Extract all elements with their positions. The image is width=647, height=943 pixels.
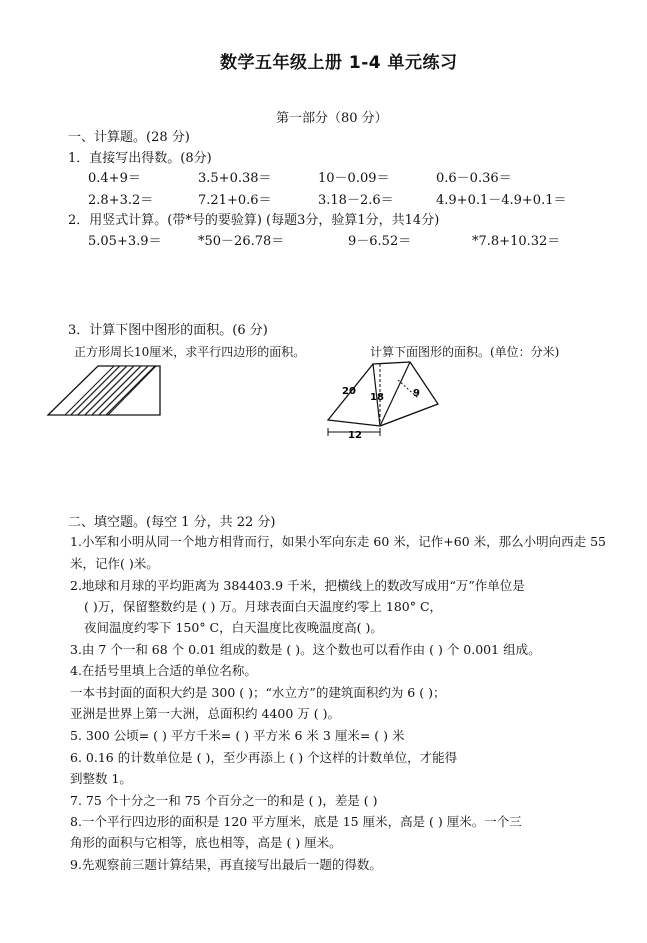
q2-item: 5.05+3.9＝ [88, 234, 162, 249]
parallelogram-figure [40, 360, 170, 420]
fill-line: 3.由 7 个一和 68 个 0.01 组成的数是 ( )。这个数也可以看作由 ( ) 个 0.001 组成。 [70, 642, 541, 657]
fill-line: 6. 0.16 的计数单位是 ( )，至少再添上 ( ) 个这样的计数单位，才能得 [70, 750, 458, 765]
q1-item: 2.8+3.2＝ [88, 193, 154, 208]
q1-item: 10－0.09＝ [318, 171, 390, 186]
q1-item: 0.4+9＝ [88, 171, 141, 186]
fill-line: 9.先观察前三题计算结果，再直接写出最后一题的得数。 [70, 857, 382, 872]
fill-line: 角形的面积与它相等，底也相等，高是 ( ) 厘米。 [70, 835, 342, 850]
q2-item: *50－26.78＝ [198, 234, 285, 249]
section1-heading: 一、计算题。(28 分) [68, 130, 190, 145]
fill-line: 7. 75 个十分之一和 75 个百分之一的和是 ( )，差是 ( ) [70, 793, 378, 808]
part-heading: 第一部分（80 分） [276, 111, 388, 126]
dim-label: 9 [413, 388, 420, 399]
fill-line: 米，记作( )米。 [70, 556, 159, 571]
q1-item: 3.5+0.38＝ [198, 171, 272, 186]
fill-line: 一本书封面的面积大约是 300 ( )；“水立方”的建筑面积约为 6 ( )； [70, 685, 446, 700]
hatched-square [65, 366, 156, 415]
fill-line: 到整数 1。 [70, 771, 132, 786]
section2-heading: 二、填空题。(每空 1 分，共 22 分) [68, 515, 276, 530]
q1-item: 7.21+0.6＝ [198, 193, 272, 208]
fill-line: 夜间温度约零下 150° C，白天温度比夜晚温度高( )。 [84, 620, 383, 635]
trapezoid-figure [318, 358, 443, 440]
fill-line: ( )万，保留整数约是 ( ) 万。月球表面白天温度约零上 180° C， [84, 599, 443, 614]
q2-label: 2．用竖式计算。(带*号的要验算) (每题3分，验算1分，共14分) [68, 213, 440, 228]
q2-item: 9－6.52＝ [348, 234, 412, 249]
fill-line: 2.地球和月球的平均距离为 384403.9 千米，把横线上的数改写成用“万”作单位是 [70, 578, 525, 593]
q2-item: *7.8+10.32＝ [472, 234, 561, 249]
q1-label: 1．直接写出得数。(8分) [68, 151, 212, 166]
fill-line: 亚洲是世界上第一大洲，总面积约 4400 万 ( )。 [70, 706, 340, 721]
dim-label: 18 [370, 392, 384, 403]
q1-item: 4.9+0.1－4.9+0.1＝ [436, 193, 567, 208]
fill-line: 8.一个平行四边形的面积是 120 平方厘米，底是 15 厘米，高是 ( ) 厘米。一个三 [70, 814, 522, 829]
fill-line: 1.小军和小明从同一个地方相背而行，如果小军向东走 60 米，记作+60 米，那么小明向西走 55 [70, 534, 607, 549]
dim-label: 20 [342, 386, 356, 397]
q3-right-caption: 计算下面图形的面积。(单位：分米) [370, 345, 560, 359]
dim-label: 12 [348, 430, 362, 440]
page-title: 数学五年级上册 1-4 单元练习 [220, 53, 458, 73]
q1-item: 0.6－0.36＝ [436, 171, 512, 186]
q3-label: 3．计算下图中图形的面积。(6 分) [68, 323, 268, 338]
q3-left-caption: 正方形周长10厘米，求平行四边形的面积。 [74, 345, 306, 359]
fill-line: 5. 300 公顷= ( ) 平方千米= ( ) 平方米 6 米 3 厘米= ( ) 米 [70, 728, 405, 743]
q1-item: 3.18－2.6＝ [318, 193, 394, 208]
fill-line: 4.在括号里填上合适的单位名称。 [70, 663, 257, 678]
